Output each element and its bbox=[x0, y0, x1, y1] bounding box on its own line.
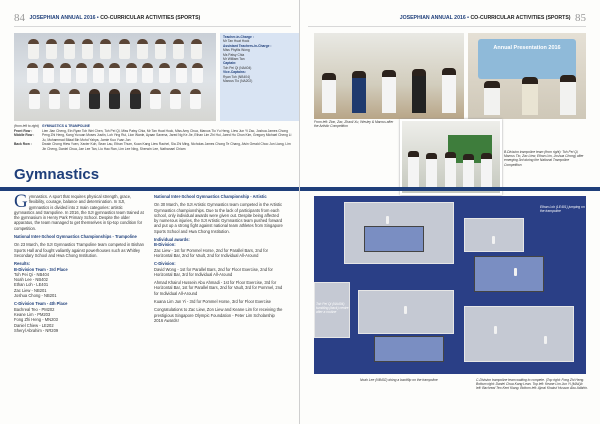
paragraph: On 30 March, the SJI Artistic Gymnastics team competed in the Artistic Gymnastics championships. Due to the lack of participants from each school, only individual awards were given out. Despite being affected by numerous injuries, the SJI Artistic Gymnastics team pushed forward and put up a strong fight against national team athletes from Singapore Sports School and Hwa Chong Institution. bbox=[154, 202, 283, 234]
row-names: Peng Zhi Heng, Kang Yuxuan Moses Justin, Loh Ying Rui, Lion Wanle, Ayaan Saxena, Jared Ng Ke Jie, Ethan Lim Zhi Hui, Jared Ho Chun Kim, Gregory Michael Cheng Li Ju, Muhammad Bilaal Bin Mohd Yahya, Jamie Kuo Yuan Jun bbox=[42, 133, 292, 142]
captain-name: Toh Pei Qi (NA404) bbox=[223, 65, 252, 70]
team-names bbox=[14, 124, 292, 152]
article-col-1 bbox=[14, 191, 144, 333]
left-header: 84 JOSEPHIAN ANNUAL 2016 • CO-CURRICULAR ACTIVITIES (SPORTS) bbox=[14, 12, 201, 24]
banner-text: Annual Presentation 2016 bbox=[493, 45, 561, 51]
presentation-photo bbox=[468, 33, 586, 119]
section-label: CO-CURRICULAR ACTIVITIES (SPORTS) bbox=[100, 15, 201, 21]
assistant-name: Miss Phyllis Wong bbox=[223, 48, 250, 53]
award-text: Kuana Lim Jun Yi - 3rd for Pommel Horse, 3rd for Floor Exercise bbox=[154, 299, 271, 305]
blue-band bbox=[0, 187, 299, 191]
gymnasium-collage bbox=[314, 196, 586, 374]
right-header: JOSEPHIAN ANNUAL 2016 • CO-CURRICULAR ACTIVITIES (SPORTS) 85 bbox=[399, 12, 586, 24]
row-names: Dwain Chong Hiew Yuen, Xavier Koh, Sean Lau, Ethan Thum, Kuan Kang Liew Rachel, Sia Zhi Ming, Nicholas James Chong Te Chang, Alvin Gerald Choo Jun Liang, Lim Jin Cheng, Daniel Chua, Jae Lee Tan, Liu Hao Ran, Lim Lee Ning, Sherwin Lee, Nathanael Chiam bbox=[42, 142, 291, 151]
photo-caption: Ethan Loh (LE401) jumping on the trampoline bbox=[540, 205, 585, 214]
photo-caption: Toh Pei Qi (NA404) tumbling (back) centre after a routine bbox=[316, 302, 349, 315]
tic-name: Mr Tan Huat Hock bbox=[223, 39, 250, 44]
award-text: Zac Liew - 1st for Pommel Horse, 2nd for Parallel Bars, 2nd for Horizontal Bar, 2nd for Vault, 2nd for Individual All-Around bbox=[154, 247, 268, 258]
page-number: 85 bbox=[575, 12, 586, 24]
publication-title: JOSEPHIAN ANNUAL 2016 bbox=[399, 15, 466, 21]
section-label: CO-CURRICULAR ACTIVITIES (SPORTS) bbox=[470, 15, 571, 21]
subheading: National Inter-School Gymnastics Championships - Trampoline bbox=[14, 234, 137, 240]
paragraph: On 23 March, the SJI Gymnastics Trampoline team competed in Bishan Sports Hall and fought valiantly against powerhouses such as Whitley Secondary School and Hwa Chong Institution. bbox=[14, 242, 144, 258]
row-names: Lien Jian Cheng, Ein Ryan Toh Wei Chen, Toh Pei Qi, Miss Patsy Chia, Mr Tan Huat Hock, Miss Amy Chua, Marcus Tio Yu Heng, Liew Jun Yi Zac, Joshua James Chong bbox=[42, 128, 288, 133]
division-label: B-Division Team - 3rd Place bbox=[14, 266, 68, 272]
result-name: Fong Zhi Heng - MN203 bbox=[14, 317, 58, 323]
result-name: Bachreal Teo - PM202 bbox=[14, 306, 55, 312]
result-name: Toh Pei Qi - NB404 bbox=[14, 271, 50, 277]
result-name: Ethan Loh - LE401 bbox=[14, 282, 49, 288]
intro-text: ymnastics. A sport that requires physical strength, grace, flexibility, courage, balance and determination. In SJI, gymnastics is divided into 2 main categories: artistic gymnastics and trampoline. In 2016, the SJI gymnastics team trained at the gymnasium in Henry Park Primary School. Despite the older apparatus, the team managed to get themselves in tip-top condition for competition. bbox=[14, 194, 144, 231]
assistant-name: Mr William Tan bbox=[223, 57, 245, 62]
article-col-2 bbox=[154, 194, 284, 326]
assistant-name: Ms Patsy Chia bbox=[223, 52, 245, 57]
award-text: Ahmad Khairul Hussein Abu Ahmadi - 1st for Floor Exercise, 3rd for Horizontal Bar, 1st for Parallel Bars, 2nd for Vault, 3rd for Pommel, 2nd for Individual All-Around bbox=[154, 280, 283, 296]
vice-captains-label: Vice-Captains: bbox=[223, 70, 246, 75]
artistic-team-photo bbox=[314, 33, 464, 119]
result-name: Zac Liew - NB201 bbox=[14, 287, 47, 293]
division-label: C-Division: bbox=[154, 261, 176, 267]
publication-title: JOSEPHIAN ANNUAL 2016 bbox=[29, 15, 96, 21]
photo-caption: Noah Lee (NB402) doing a backflip on the trampoline bbox=[360, 378, 438, 382]
tic-label: Teacher-in-Charge : bbox=[223, 35, 254, 39]
header-rule bbox=[14, 26, 291, 27]
vice-captain-name: Marcus Tio (NA202) bbox=[223, 79, 253, 84]
result-name: Daniel Chiew - LE202 bbox=[14, 322, 54, 328]
row-label: Front Row : bbox=[14, 128, 33, 133]
right-page bbox=[300, 0, 600, 424]
assistants-label: Assistant Teachers-in-Charge : bbox=[223, 43, 272, 48]
congratulations-text: Congratulations to Zac Liew, Zon Liew and Keane Lim for receiving the prestigious Singapore Olympic Foundation - Peter Lim Scholarship 2016 Awards! bbox=[154, 307, 283, 323]
division-label: B-Division: bbox=[154, 242, 176, 248]
banner bbox=[478, 39, 576, 79]
trampoline-team-photo bbox=[400, 119, 502, 195]
photo-caption: C-Division trampoline team waiting to compete. (Top right: Fong Zhi Heng. Bottom right: Daniel Chua Kang Lean. Top left: Keane Lim Jun Yi (MA4)b left: Bachreal Teo Keni Kiang. Bottom left: Ajmal Khairul Husson Abu Adbhin. bbox=[476, 378, 588, 391]
result-name: Sheryl Abrahim - NR209 bbox=[14, 327, 59, 333]
vice-captain-name: Ryan Toh (NB404) bbox=[223, 74, 251, 79]
row-label: Middle Row : bbox=[14, 133, 35, 138]
result-name: Joshua Chong - NB201 bbox=[14, 293, 57, 299]
award-text: David Wong - 1st for Parallel Bars, 2nd for Floor Exercise, 2nd for Horizontal Bar, 3rd for Individual All-Around bbox=[154, 266, 273, 277]
division-label: C-Division Team - 4th Place bbox=[14, 301, 68, 307]
team-caption bbox=[220, 33, 300, 121]
page-number: 84 bbox=[14, 12, 25, 24]
section-title: Gymnastics bbox=[14, 166, 105, 183]
names-title: GYMNASTICS & TRAMPOLINE bbox=[42, 124, 90, 128]
result-name: Keane Lim - PM203 bbox=[14, 311, 51, 317]
drop-cap: G bbox=[14, 191, 28, 212]
captain-label: Captain: bbox=[223, 61, 237, 66]
team-photo bbox=[14, 33, 216, 121]
photo-caption: From left: Zion, Zac, Zhaoli Xu, Wesley & Marcus after the Artistic Competition bbox=[314, 120, 394, 129]
photo-caption: B-Division trampoline team (from right): Toh Pei Qi, Marcus Tio, Zac Liew, Ethan Lim, Joshua Chong) after emerging 3rd during the National Trampoline Competition bbox=[504, 150, 584, 167]
names-side-label: (from left to right) bbox=[14, 124, 40, 128]
result-name: Noah Lee - NB402 bbox=[14, 277, 48, 283]
results-label: Results: bbox=[14, 261, 31, 267]
subheading: National Inter-School Gymnastics Championship - Artistic bbox=[154, 194, 267, 199]
awards-label: Individual awards: bbox=[154, 237, 190, 243]
blue-band bbox=[300, 187, 600, 191]
row-label: Back Row : bbox=[14, 142, 32, 147]
header-rule bbox=[308, 26, 586, 27]
